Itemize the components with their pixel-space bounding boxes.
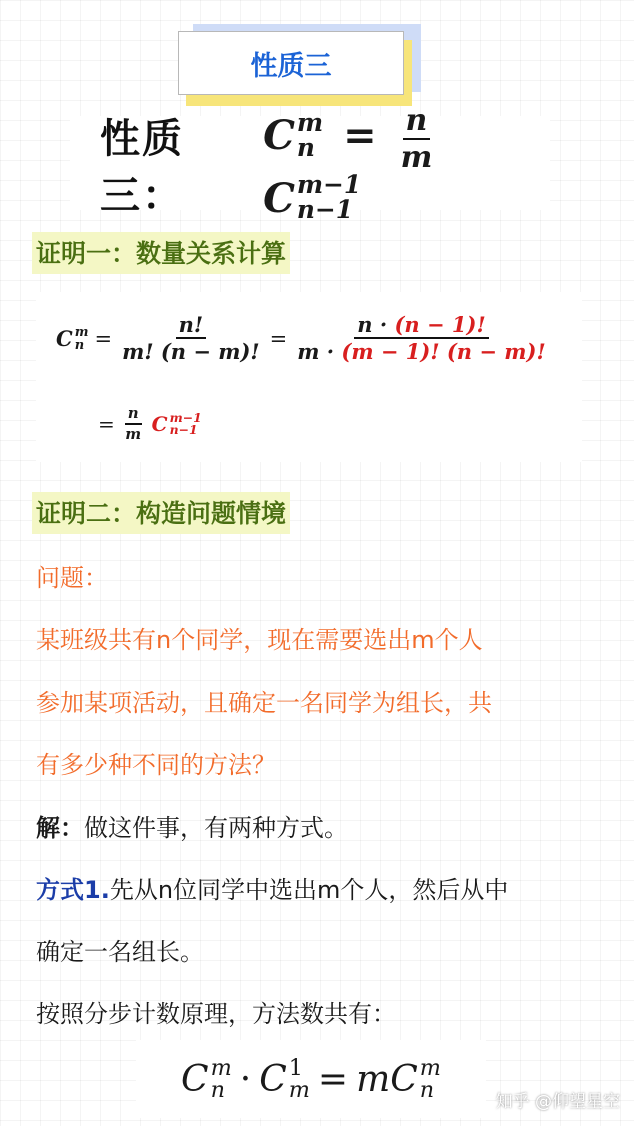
watermark: 知乎 @仰望星空 — [495, 1092, 620, 1112]
method1-label: 方式1. — [36, 876, 110, 904]
problem-line-2: 参加某项活动，且确定一名同学为组长，共 — [36, 689, 492, 717]
solution-line — [36, 808, 348, 843]
problem-line-3: 有多少种不同的方法？ — [36, 751, 276, 779]
method1-equation: C m n · C 1 m = m C m n — [181, 1054, 441, 1103]
proof1-formula-box — [36, 292, 582, 462]
property-equation: C m n = $\frac{n}{m}$ C m−1 n−1 — [263, 103, 433, 224]
title-badge — [178, 31, 404, 95]
proof1-equation-line1: C m n = $\frac{n!}{m! (n - m)!}$ = $\frac{n \cdot (n - 1)!}{m \cdot (m - 1)! (n - m)!}$ — [56, 312, 546, 365]
proof1-heading: 证明一：数量关系计算 — [32, 232, 290, 274]
title-badge-text: 性质三 — [250, 50, 332, 82]
problem-label: 问题： — [36, 564, 108, 592]
method1-text-1: 先从n位同学中选出m个人，然后从中 — [109, 876, 509, 904]
property-label: 性质三： — [100, 116, 184, 219]
counting-principle-text: 按照分步计数原理，方法数共有： — [36, 1000, 396, 1028]
proof1-equation-line2: = $\frac{n}{m}$ C m−1 n−1 — [98, 404, 202, 443]
method1-line-1 — [36, 870, 508, 905]
method1-formula — [136, 1040, 486, 1118]
solution-label: 解： — [36, 814, 84, 842]
property-formula — [100, 103, 540, 224]
method1-line-2: 确定一名组长。 — [36, 938, 204, 966]
problem-line-1: 某班级共有n个同学，现在需要选出m个人 — [36, 626, 483, 654]
solution-text: 做这件事，有两种方式。 — [84, 814, 348, 842]
proof2-heading: 证明二：构造问题情境 — [32, 492, 290, 534]
